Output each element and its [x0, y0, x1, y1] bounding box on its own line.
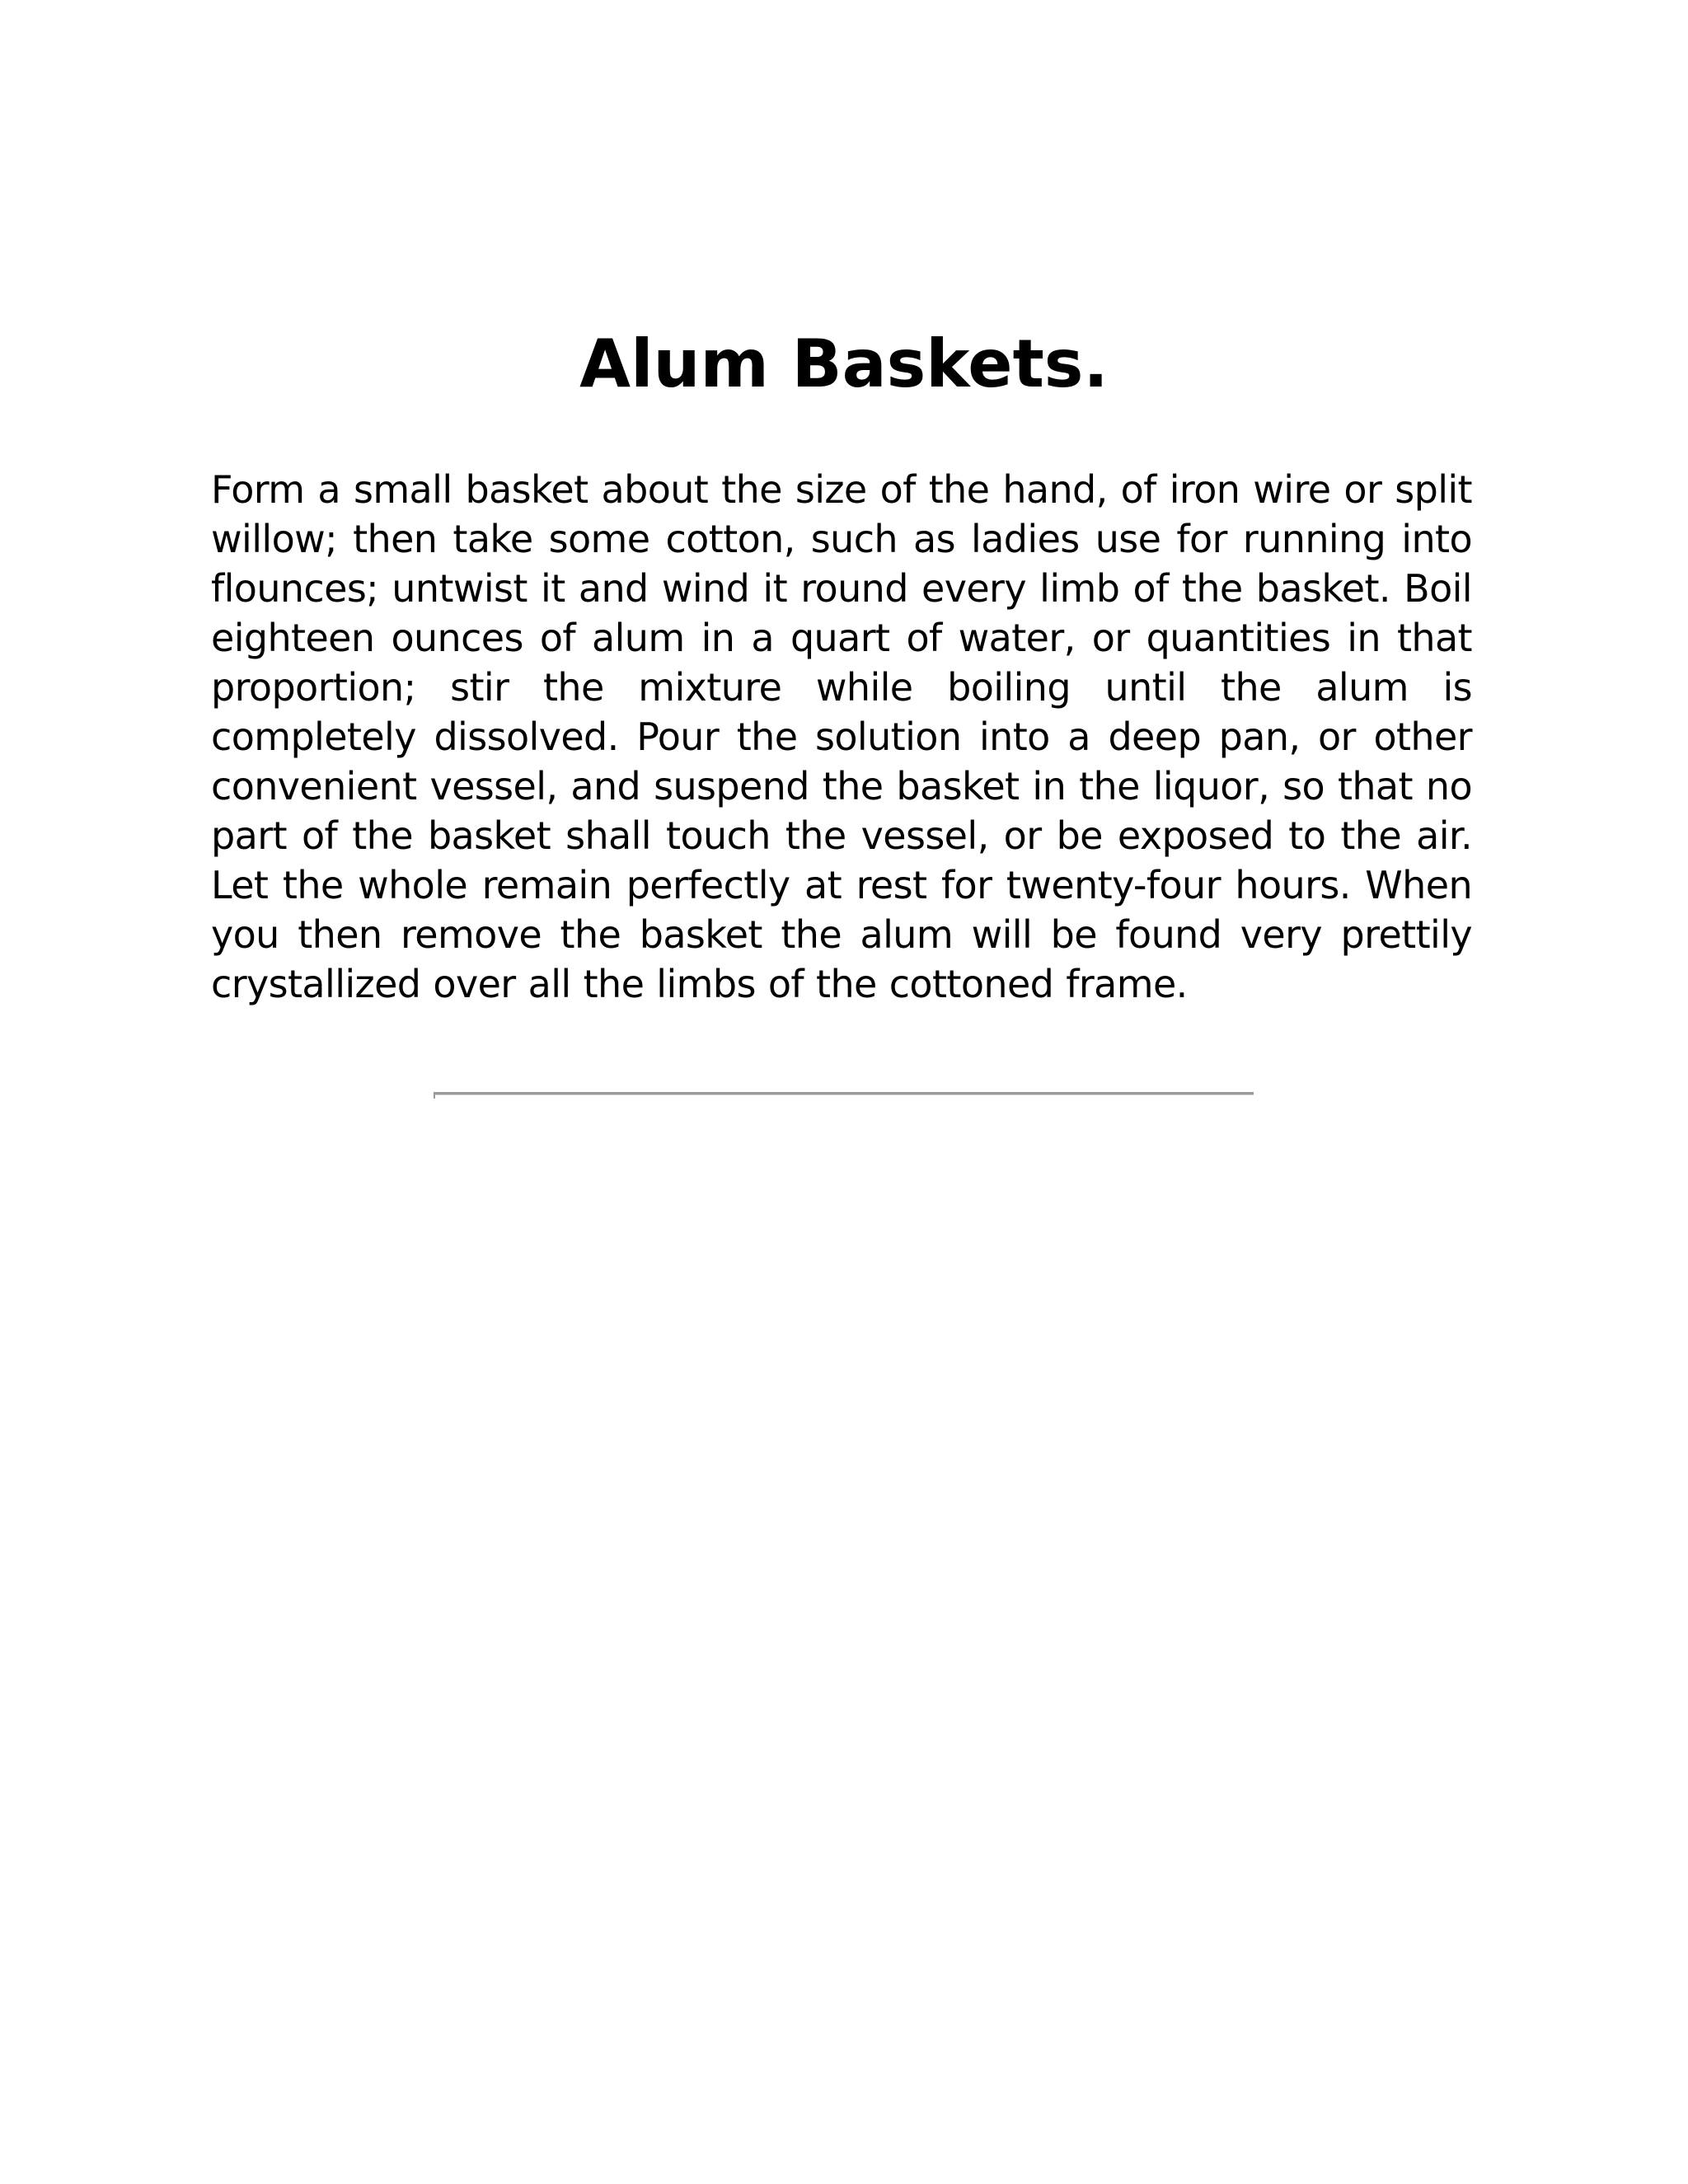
page-title: Alum Baskets.	[579, 326, 1109, 402]
horizontal-divider	[434, 1092, 1254, 1095]
body-paragraph: Form a small basket about the size of the hand, of iron wire or split willow; then take some cotton, such as ladies use for running into flounces; untwist it and wind it round every limb of the basket. Boil eighteen ounces of alum in a quart of water, or quantities in that proportion; stir the mixture while boiling until the alum is completely dissolved. Pour the solution into a deep pan, or other convenient vessel, and suspend the basket in the liquor, so that no part of the basket shall touch the vessel, or be exposed to the air. Let the whole remain perfectly at rest for twenty-four hours. When you then remove the basket the alum will be found very prettily crystallized over all the limbs of the cottoned frame.	[211, 467, 1472, 1006]
